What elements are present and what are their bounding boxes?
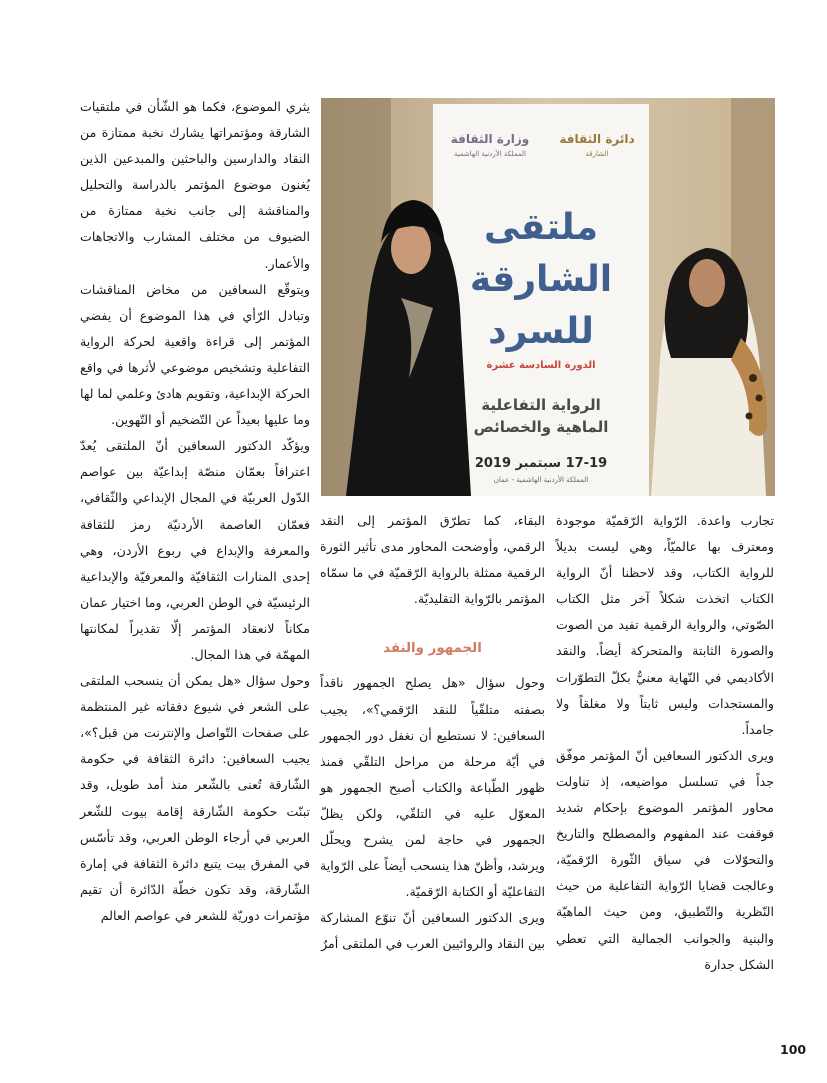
logo-ministry-sub: المملكة الأردنية الهاشمية	[453, 150, 527, 158]
banner-place: المملكة الأردنية الهاشمية - عمان	[493, 476, 589, 484]
banner-title-3: للسرد	[488, 311, 594, 352]
article-column-middle	[320, 508, 545, 958]
article-column-left	[556, 508, 774, 978]
page-number: 100	[780, 1042, 807, 1057]
banner-edition: الدورة السادسة عشرة	[486, 360, 596, 371]
paragraph: البقاء، كما تطرّق المؤتمر إلى النقد الرقمي، وأوضحت المحاور مدى تأثير الثورة الرقمية ممثلة بالرواية الرّقميّة في ما سمّاه المؤتمر بالرّواية التقليديّة.	[320, 513, 545, 607]
paragraph: ويتوقّع السعافين من مخاض المناقشات وتبادل الرّأي في هذا الموضوع أن يفضي المؤتمر إلى قراءة واقعية لحركة الرواية التفاعلية وتشخيص موضوعي لأثرها في واقع الحركة الإبداعية، وتقويم هادئ وعلمي لما لها وما عليها بعيداً عن التّضخيم أو التّهوين.	[80, 281, 310, 428]
paragraph: وحول سؤال «هل يمكن أن ينسحب الملتقى على الشعر في شيوع دفقاته غير المنتظمة على صفحات التّواصل والإنترنت من قبل؟»، يجيب السعافين: دائرة الثقافة في حكومة الشّارقة تُعنى بالشّعر منذ أمد طويل، وقد تبنّت حكومة الشّارقة إقامة بيوت للشّعر العربي في أرجاء الوطن العربي، وقد تأسّس في المفرق بيت يتبع دائرة الثقافة في إمارة الشّارقة، وقد تكون خطّة الدّائرة أن تقيم مؤتمرات دوريّة للشعر في عواصم العالم	[80, 673, 310, 923]
paragraph: تجارب واعدة. الرّواية الرّقميّة موجودة ومعترف بها عالميّاً، وهي ليست بديلاً للرواية الكتاب، وقد لاحظنا أنّ الرواية الكتاب اتخذت شكلاً آخر مثل الكتاب الصّوتي، والرواية الرقمية تفيد من الصوت والصورة الثابتة والمتحركة أيضاً. والنقد الأكاديمي في النّهاية معنيٌّ بكلّ التطوّرات والمستجدات وليس ثابتاً ولا مغلقاً ولا جامداً.	[556, 513, 774, 737]
banner-text-block	[433, 98, 649, 496]
paragraph: ويرى الدكتور السعافين أنّ تنوّع المشاركة بين النقاد والروائيين العرب في الملتقى أمرٌ	[320, 910, 545, 952]
paragraph: وحول سؤال «هل يصلح الجمهور ناقداً بصفته متلقّياً للنقد الرّقمي؟»، يجيب السعافين: لا نستطيع أن نغفل دور الجمهور في أيّة مرحلة من مراحل التلقّي فمنذ ظهور الطّباعة والكتاب أصبح الجمهور هو المعوّل عليه في التلقّي، ولكن يظلّ الجمهور في حاجة لمن يشرح ويحلّل ويرشد، وأظنّ هذا ينسحب أيضاً على الرّواية التفاعليّة أو الكتابة الرّقميّة.	[320, 675, 545, 900]
event-photo	[321, 98, 775, 496]
section-subheading: الجمهور والنقد	[383, 641, 482, 657]
paragraph: ويرى الدكتور السعافين أنّ المؤتمر موفّق جداً في تسلسل مواضيعه، إذ تناولت محاور المؤتمر الموضوع بإحكام شديد فوقفت عند المفهوم والمصطلح والتاريخ والتحوّلات في سياق الثّورة الرّقميّة، وعالجت قضايا الرّواية التفاعلية من حيث النّظرية والتّطبيق، ومن حيث الماهيّة والبنية والجوانب الجمالية التي تعطي الشكل جدارة	[556, 747, 774, 972]
banner-theme-2: الماهية والخصائص	[473, 418, 609, 436]
banner-date: 17-19 سبتمبر 2019	[474, 456, 608, 471]
logo-sharjah: دائرة الثقافة	[559, 132, 635, 146]
paragraph: يثري الموضوع، فكما هو الشّأن في ملتقيات الشارقة ومؤتمراتها يشارك نخبة ممتازة من النقاد والدارسين والباحثين والمبدعين الذين يُغنون موضوع المؤتمر بالدراسة والتحليل والمناقشة إلى جانب نخبة ممتازة من الضيوف من مختلف المشارب والاتجاهات والأعمار.	[80, 99, 310, 271]
paragraph: ويؤكّد الدكتور السعافين أنّ الملتقى يُعدّ اعترافاً بعمّان منصّة إبداعيّة بين عواصم الدّول العربيّة في المجال الإبداعي والثّقافي، فعمّان العاصمة الأردنيّة رمز للثقافة والمعرفة والإبداع في ربوع الأردن، وهي إحدى المنارات الثقافيّة والمعرفيّة والإبداعية الرئيسيّة في الوطن العربي، وما اختيار عمان مكاناً لانعقاد المؤتمر إلّا تقديراً لمكانتها المهمّة في هذا المجال.	[80, 438, 310, 662]
logo-ministry: وزارة الثقافة	[450, 132, 530, 146]
logo-sharjah-sub: الشارقة	[585, 150, 609, 158]
banner-theme-1: الرواية التفاعلية	[481, 396, 601, 414]
article-column-right	[80, 94, 310, 929]
banner-title-2: الشارقة	[469, 259, 613, 300]
banner-title-1: ملتقى	[483, 207, 598, 248]
